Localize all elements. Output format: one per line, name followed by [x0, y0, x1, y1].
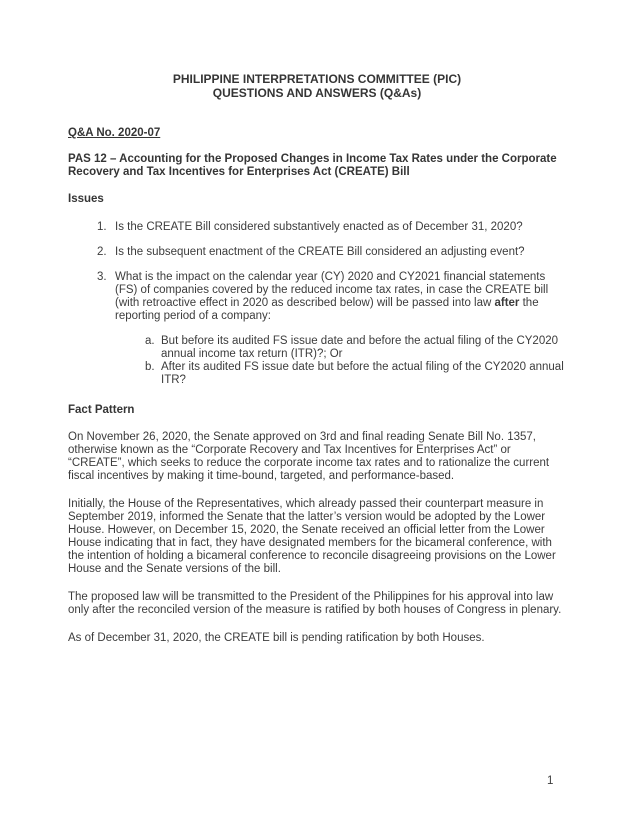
issue-text: Is the subsequent enactment of the CREATE Bill considered an adjusting event?: [115, 246, 525, 258]
issue-3-text-after: the reporting period of a company:: [115, 297, 539, 322]
sub-issue-text: But before its audited FS issue date and before the actual filing of the CY2020 annual income tax return (ITR)?; Or: [161, 335, 559, 360]
issue-3-bold-word: after: [494, 297, 520, 309]
document-title-line1: PHILIPPINE INTERPRETATIONS COMMITTEE (PIC): [172, 72, 462, 86]
issue-number: 2.: [97, 246, 107, 258]
qa-number-heading: Q&A No. 2020-07: [68, 127, 161, 139]
document-title: [68, 72, 566, 100]
issue-text: [115, 271, 566, 323]
issue-number: 3.: [97, 271, 107, 283]
sub-issue-letter: b.: [145, 361, 155, 373]
sub-issue-letter: a.: [145, 335, 155, 347]
sub-issue-item-b: [68, 361, 566, 387]
issue-item-2: [68, 246, 566, 259]
fact-paragraph-3: The proposed law will be transmitted to the President of the Philippines for his approval into law only after the reconciled version of the measure is ratified by both houses of Congress in plenary.: [68, 591, 562, 616]
sub-issue-text: After its audited FS issue date but before the actual filing of the CY2020 annual ITR?: [161, 361, 564, 386]
issue-item-3: [68, 271, 566, 323]
issue-text: Is the CREATE Bill considered substantively enacted as of December 31, 2020?: [115, 221, 523, 233]
page-number: 1: [547, 775, 554, 787]
fact-paragraph-2: Initially, the House of the Representatives, which already passed their counterpart measure in September 2019, informed the Senate that the latter’s version would be adopted by the Lower House. However, on December 15, 2020, the Senate received an official letter from the Lower House indicating that in fact, they have designated members for the bicameral conference, with the intention of holding a bicameral conference to reconcile disagreeing provisions on the Lower House and the Senate versions of the bill.: [68, 498, 556, 575]
issue-3-text-before: What is the impact on the calendar year (CY) 2020 and CY2021 financial statements (FS) of companies covered by the reduced income tax rates, in case the CREATE bill (with retroactive effect in 2020 as described below) will be passed into law: [115, 271, 549, 309]
fact-pattern-heading: Fact Pattern: [68, 404, 135, 416]
document-title-line2: QUESTIONS AND ANSWERS (Q&As): [212, 86, 422, 100]
issues-heading: Issues: [68, 193, 104, 205]
sub-issues-list: [68, 335, 566, 387]
fact-paragraph-4: As of December 31, 2020, the CREATE bill is pending ratification by both Houses.: [68, 632, 485, 644]
sub-issue-item-a: [68, 335, 566, 361]
issues-list: [68, 221, 566, 387]
issue-number: 1.: [97, 221, 107, 233]
fact-paragraph-1: On November 26, 2020, the Senate approved on 3rd and final reading Senate Bill No. 1357, otherwise known as the “Corporate Recovery and Tax Incentives for Enterprises Act” or “CREATE”, which seeks to reduce the corporate income tax rates and to rationalize the current fiscal incentives by making it time-bound, targeted, and performance-based.: [68, 431, 550, 482]
subject-heading: PAS 12 – Accounting for the Proposed Changes in Income Tax Rates under the Corporate Recovery and Tax Incentives for Enterprises Act (CREATE) Bill: [68, 153, 557, 178]
issue-item-1: [68, 221, 566, 234]
